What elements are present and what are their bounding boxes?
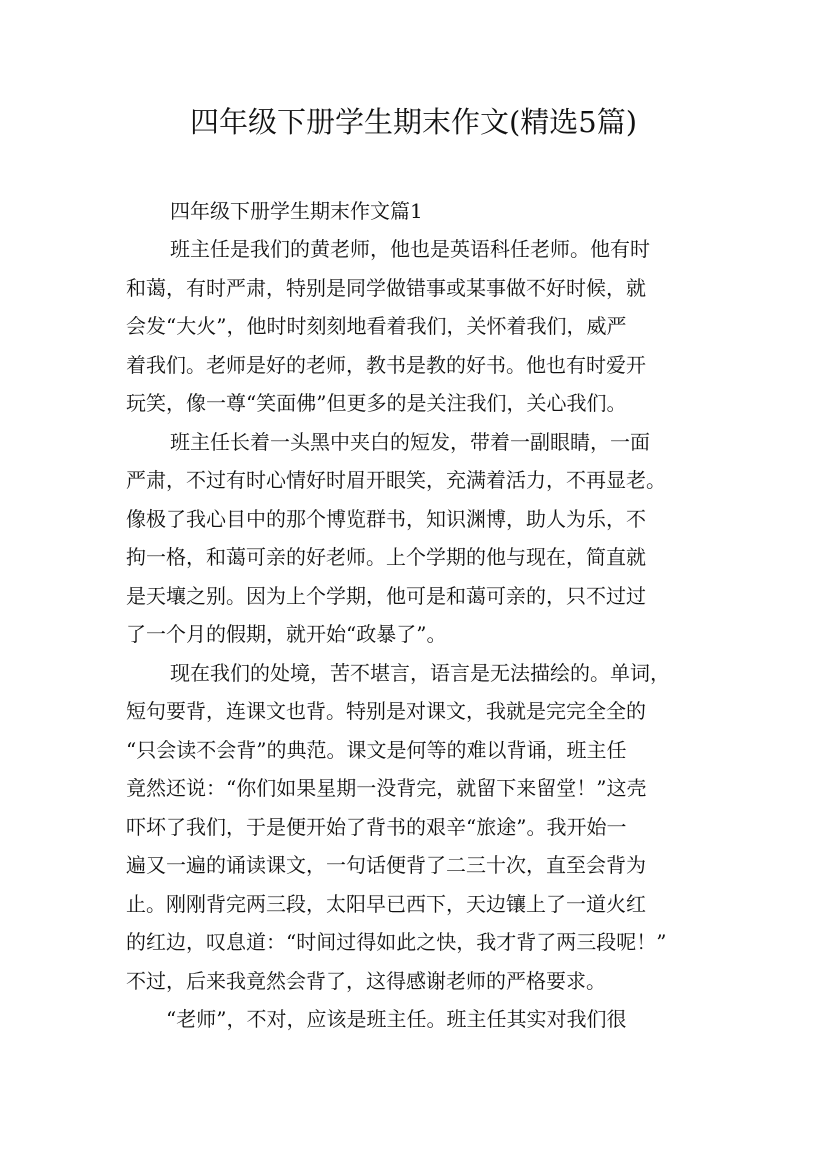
- paragraph-line: 玩笑，像一尊“笑面佛”但更多的是关注我们，关心我们。: [126, 391, 627, 415]
- document-body: [126, 192, 706, 1039]
- paragraph-line: 班主任长着一头黑中夹白的短发，带着一副眼睛，一面: [170, 429, 650, 454]
- paragraph-line: 遍又一遍的诵读课文，一句话便背了二三十次，直至会背为: [126, 853, 646, 877]
- paragraph-line: 的红边，叹息道：“时间过得如此之快，我才背了两三段呢！”: [126, 930, 667, 954]
- paragraph-line: 和蔼，有时严肃，特别是同学做错事或某事做不好时候，就: [126, 275, 646, 300]
- paragraph-line: 拘一格，和蔼可亲的好老师。上个学期的他与现在，简直就: [126, 545, 646, 569]
- paragraph-4: [126, 1000, 706, 1039]
- paragraph-line: 竟然还说：“你们如果星期一没背完，就留下来留堂！”这壳: [126, 776, 647, 800]
- paragraph-line: “老师”，不对，应该是班主任。班主任其实对我们很: [166, 1007, 627, 1031]
- paragraph-2: [126, 423, 706, 654]
- section-heading: 四年级下册学生期末作文篇1: [170, 199, 423, 223]
- paragraph-line: “只会读不会背”的典范。课文是何等的难以背诵，班主任: [126, 737, 627, 762]
- paragraph-line: 严肃，不过有时心情好时眉开眼笑，充满着活力，不再显老。: [126, 468, 666, 492]
- paragraph-line: 吓坏了我们，于是便开始了背书的艰辛“旅途”。我开始一: [126, 814, 627, 839]
- paragraph-line: 了一个月的假期，就开始“政暴了”。: [126, 622, 447, 646]
- paragraph-line: 短句要背，连课文也背。特别是对课文，我就是完完全全的: [126, 699, 646, 723]
- paragraph-1: [126, 230, 706, 423]
- paragraph-line: 像极了我心目中的那个博览群书，知识渊博，助人为乐，不: [126, 506, 646, 531]
- paragraph-line: 是天壤之别。因为上个学期，他可是和蔼可亲的，只不过过: [126, 583, 646, 608]
- paragraph-line: 现在我们的处境，苦不堪言，语言是无法描绘的。单词，: [170, 660, 670, 685]
- paragraph-line: 不过，后来我竟然会背了，这得感谢老师的严格要求。: [126, 968, 606, 993]
- paragraph-line: 班主任是我们的黄老师，他也是英语科任老师。他有时: [170, 237, 650, 261]
- document-title: 四年级下册学生期末作文(精选5篇): [189, 105, 638, 139]
- paragraph-line: 止。刚刚背完两三段，太阳早已西下，天边镶上了一道火红: [126, 891, 646, 916]
- paragraph-3: [126, 654, 706, 1001]
- paragraph-line: 着我们。老师是好的老师，教书是教的好书。他也有时爱开: [126, 352, 646, 377]
- paragraph-line: 会发“大火”，他时时刻刻地看着我们，关怀着我们，威严: [126, 314, 627, 338]
